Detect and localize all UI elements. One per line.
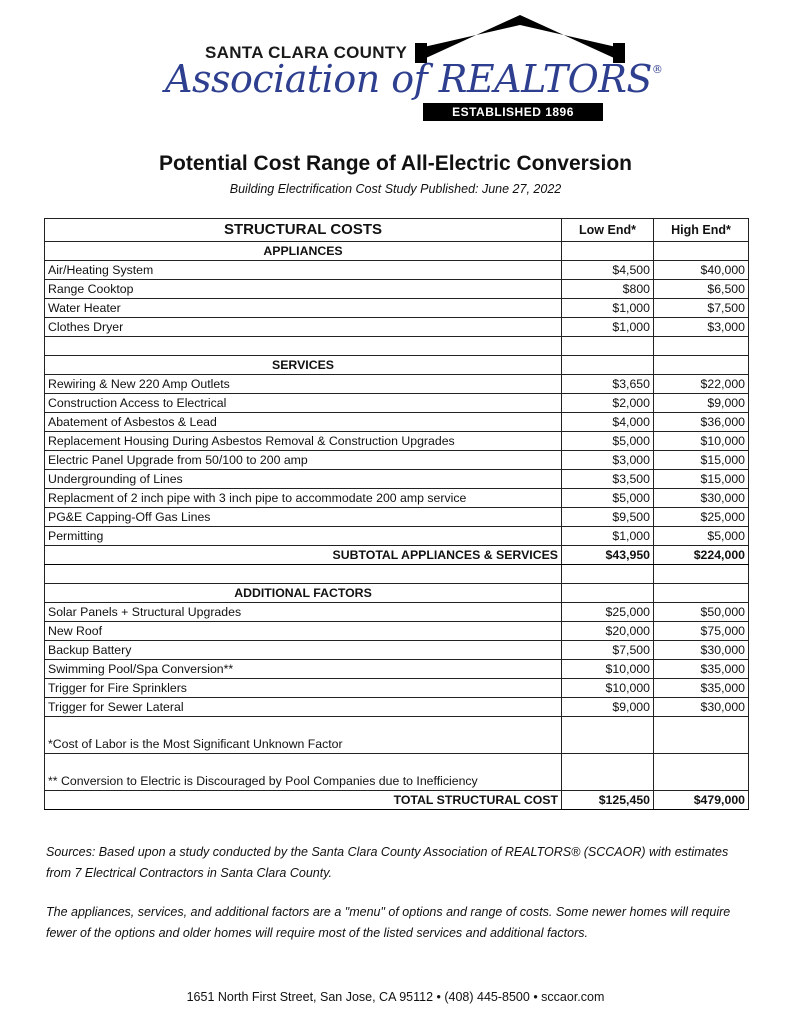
empty-cell: [654, 717, 749, 754]
table-row: [45, 375, 749, 394]
header-structural-costs: STRUCTURAL COSTS: [45, 219, 562, 242]
empty-cell: [562, 584, 654, 603]
row-low-value: $10,000: [562, 660, 654, 679]
footnote-pool: [45, 754, 749, 791]
row-high-value: $10,000: [654, 432, 749, 451]
table-row: [45, 394, 749, 413]
row-low-value: $1,000: [562, 299, 654, 318]
sccaor-logo: [165, 15, 663, 125]
row-low-value: $4,500: [562, 261, 654, 280]
row-high-value: $15,000: [654, 451, 749, 470]
row-high-value: $50,000: [654, 603, 749, 622]
header-high-end: High End*: [654, 219, 749, 242]
row-label: Abatement of Asbestos & Lead: [45, 413, 562, 432]
row-label: Clothes Dryer: [45, 318, 562, 337]
row-label: Trigger for Fire Sprinklers: [45, 679, 562, 698]
row-low-value: $9,500: [562, 508, 654, 527]
total-row-low: $125,450: [562, 791, 654, 810]
row-high-value: $36,000: [654, 413, 749, 432]
table-row: [45, 489, 749, 508]
row-high-value: $35,000: [654, 660, 749, 679]
empty-cell: [562, 356, 654, 375]
table-row: [45, 603, 749, 622]
table-row: [45, 432, 749, 451]
row-label: Construction Access to Electrical: [45, 394, 562, 413]
logo-established-badge: ESTABLISHED 1896: [423, 103, 603, 121]
row-label: Permitting: [45, 527, 562, 546]
row-label: Replacement Housing During Asbestos Removal & Construction Upgrades: [45, 432, 562, 451]
table-row: [45, 318, 749, 337]
row-high-value: $7,500: [654, 299, 749, 318]
row-high-value: $30,000: [654, 698, 749, 717]
row-label: Swimming Pool/Spa Conversion**: [45, 660, 562, 679]
row-low-value: $2,000: [562, 394, 654, 413]
row-low-value: $10,000: [562, 679, 654, 698]
row-label: Electric Panel Upgrade from 50/100 to 200 amp: [45, 451, 562, 470]
footnote-labor: [45, 717, 749, 754]
row-high-value: $3,000: [654, 318, 749, 337]
row-low-value: $25,000: [562, 603, 654, 622]
table-row: [45, 641, 749, 660]
sources-note: Sources: Based upon a study conducted by the Santa Clara County Association of REALTORS® (SCCAOR) with estimates from 7 Electrical Contractors in Santa Clara County.: [46, 845, 729, 880]
logo-county-text: SANTA CLARA COUNTY: [205, 43, 408, 62]
row-high-value: $25,000: [654, 508, 749, 527]
empty-cell: [562, 754, 654, 791]
footnote-pool-text: ** Conversion to Electric is Discouraged by Pool Companies due to Inefficiency: [45, 754, 562, 791]
empty-cell: [562, 337, 654, 356]
row-high-value: $15,000: [654, 470, 749, 489]
structural-costs-table: [44, 218, 749, 810]
total-row-label: TOTAL STRUCTURAL COST: [45, 791, 562, 810]
row-label: Replacment of 2 inch pipe with 3 inch pipe to accommodate 200 amp service: [45, 489, 562, 508]
row-label: Backup Battery: [45, 641, 562, 660]
table-row: [45, 508, 749, 527]
subtotal-row-high: $224,000: [654, 546, 749, 565]
empty-cell: [654, 242, 749, 261]
row-low-value: $9,000: [562, 698, 654, 717]
table-row: [45, 470, 749, 489]
row-label: Undergrounding of Lines: [45, 470, 562, 489]
row-low-value: $5,000: [562, 432, 654, 451]
subtotal-row: [45, 546, 749, 565]
section-heading: ADDITIONAL FACTORS: [45, 584, 562, 603]
row-low-value: $5,000: [562, 489, 654, 508]
table-row: [45, 299, 749, 318]
table-header-row: [45, 219, 749, 242]
table-row: [45, 527, 749, 546]
section-heading-row: [45, 584, 749, 603]
row-low-value: $3,000: [562, 451, 654, 470]
table-row: [45, 451, 749, 470]
row-label: Rewiring & New 220 Amp Outlets: [45, 375, 562, 394]
empty-cell: [562, 242, 654, 261]
subtotal-row-label: SUBTOTAL APPLIANCES & SERVICES: [45, 546, 562, 565]
subtotal-row-low: $43,950: [562, 546, 654, 565]
row-label: Air/Heating System: [45, 261, 562, 280]
row-low-value: $20,000: [562, 622, 654, 641]
row-low-value: $1,000: [562, 318, 654, 337]
empty-cell: [654, 337, 749, 356]
row-high-value: $9,000: [654, 394, 749, 413]
row-label: Water Heater: [45, 299, 562, 318]
empty-cell: [45, 565, 562, 584]
row-label: New Roof: [45, 622, 562, 641]
row-label: PG&E Capping-Off Gas Lines: [45, 508, 562, 527]
total-row-high: $479,000: [654, 791, 749, 810]
table-row: [45, 261, 749, 280]
roof-icon: [415, 15, 625, 63]
empty-cell: [45, 337, 562, 356]
empty-cell: [562, 565, 654, 584]
row-high-value: $6,500: [654, 280, 749, 299]
row-high-value: $35,000: [654, 679, 749, 698]
row-high-value: $22,000: [654, 375, 749, 394]
menu-note: The appliances, services, and additional factors are a "menu" of options and range of costs. Some newer homes will require fewer of the options and older homes will require most of the listed services and additional factors.: [46, 905, 731, 940]
table-row: [45, 660, 749, 679]
footnote-labor-text: *Cost of Labor is the Most Significant Unknown Factor: [45, 717, 562, 754]
row-label: Solar Panels + Structural Upgrades: [45, 603, 562, 622]
spacer-row: [45, 337, 749, 356]
row-label: Range Cooktop: [45, 280, 562, 299]
row-low-value: $800: [562, 280, 654, 299]
empty-cell: [654, 565, 749, 584]
row-high-value: $5,000: [654, 527, 749, 546]
row-low-value: $3,500: [562, 470, 654, 489]
table-row: [45, 679, 749, 698]
table-row: [45, 698, 749, 717]
logo-association-text: Association of REALTORS®: [165, 57, 663, 101]
page-subtitle: Building Electrification Cost Study Published: June 27, 2022: [229, 182, 562, 196]
section-heading: SERVICES: [45, 356, 562, 375]
row-low-value: $1,000: [562, 527, 654, 546]
row-low-value: $3,650: [562, 375, 654, 394]
row-high-value: $30,000: [654, 641, 749, 660]
header-low-end: Low End*: [562, 219, 654, 242]
spacer-row: [45, 565, 749, 584]
row-high-value: $75,000: [654, 622, 749, 641]
row-low-value: $4,000: [562, 413, 654, 432]
row-low-value: $7,500: [562, 641, 654, 660]
empty-cell: [654, 584, 749, 603]
table-row: [45, 622, 749, 641]
table-row: [45, 280, 749, 299]
row-high-value: $40,000: [654, 261, 749, 280]
section-heading: APPLIANCES: [45, 242, 562, 261]
empty-cell: [654, 356, 749, 375]
row-high-value: $30,000: [654, 489, 749, 508]
section-heading-row: [45, 356, 749, 375]
row-label: Trigger for Sewer Lateral: [45, 698, 562, 717]
empty-cell: [654, 754, 749, 791]
total-row: [45, 791, 749, 810]
section-heading-row: [45, 242, 749, 261]
page-title: Potential Cost Range of All-Electric Conversion: [159, 152, 632, 175]
empty-cell: [562, 717, 654, 754]
footer-contact: 1651 North First Street, San Jose, CA 95112 • (408) 445-8500 • sccaor.com: [186, 990, 605, 1004]
table-row: [45, 413, 749, 432]
